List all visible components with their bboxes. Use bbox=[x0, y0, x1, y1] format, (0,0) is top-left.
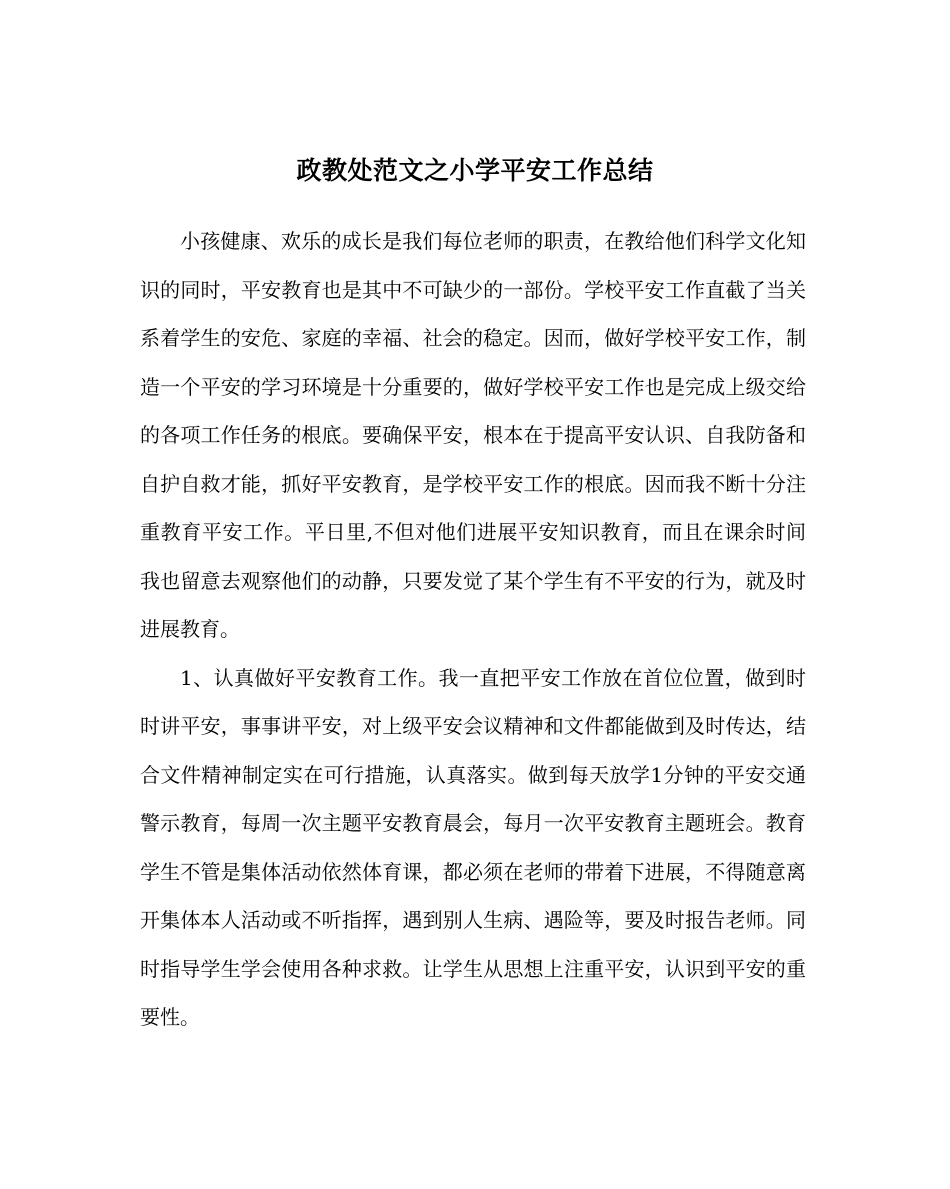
paragraph-safety-education: 1、认真做好平安教育工作。我一直把平安工作放在首位位置，做到时时讲平安，事事讲平安，对上级平安会议精神和文件都能做到及时传达，结合文件精神制定实在可行措施，认真落实。做到每天放学1分钟的平安交通警示教育，每周一次主题平安教育晨会，每月一次平安教育主题班会。教育学生不管是集体活动依然体育课，都必须在老师的带着下进展，不得随意离开集体本人活动或不听指挥，遇到别人生病、遇险等，要及时报告老师。同时指导学生学会使用各种求救。让学生从思想上注重平安，认识到平安的重要性。 bbox=[140, 665, 806, 1029]
paragraph-intro: 小孩健康、欢乐的成长是我们每位老师的职责，在教给他们科学文化知识的同时，平安教育也是其中不可缺少的一部份。学校平安工作直截了当关系着学生的安危、家庭的幸福、社会的稳定。因而，做好学校平安工作，制造一个平安的学习环境是十分重要的，做好学校平安工作也是完成上级交给的各项工作任务的根底。要确保平安，根本在于提高平安认识、自我防备和自护自救才能，抓好平安教育，是学校平安工作的根底。因而我不断十分注重教育平安工作。平日里,不但对他们进展平安知识教育，而且在课余时间我也留意去观察他们的动静，只要发觉了某个学生有不平安的行为，就及时进展教育。 bbox=[140, 229, 806, 641]
document-title: 政教处范文之小学平安工作总结 bbox=[296, 155, 654, 185]
document-body bbox=[140, 217, 806, 1042]
